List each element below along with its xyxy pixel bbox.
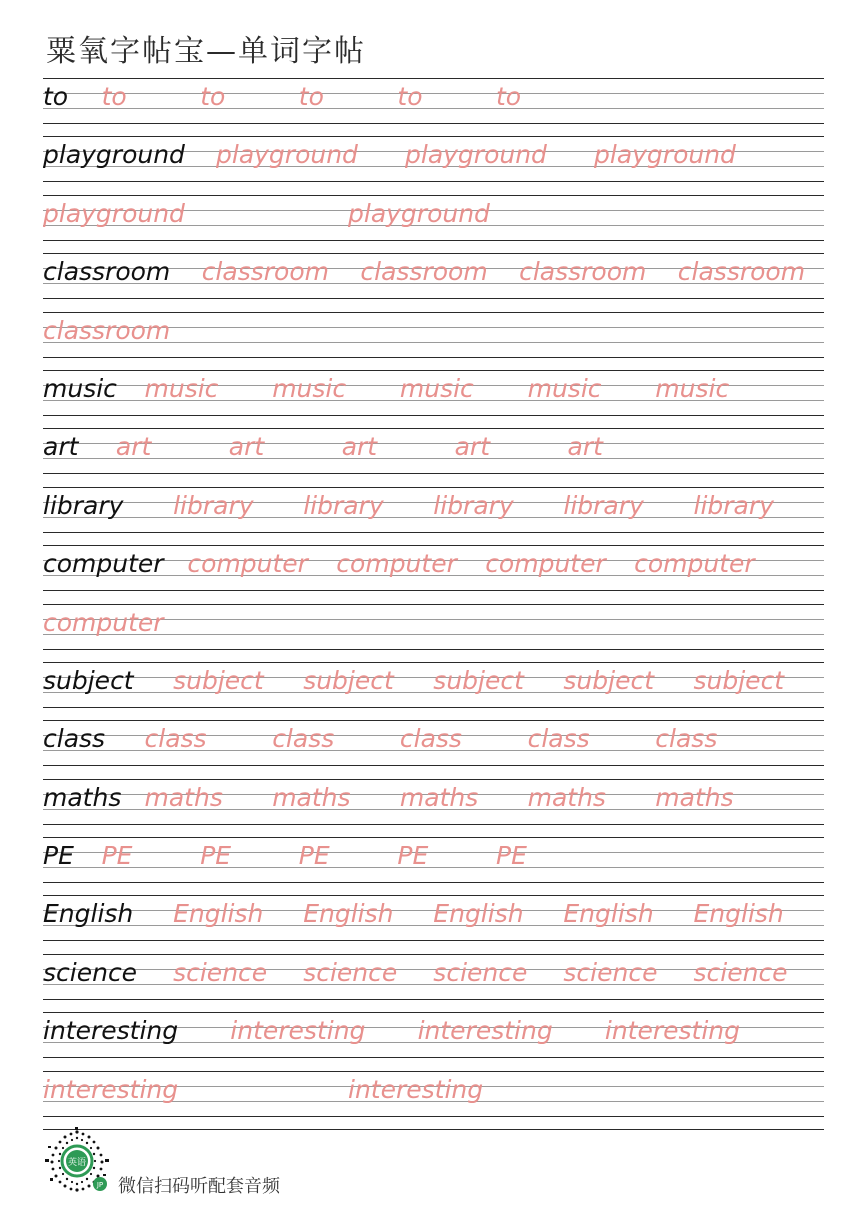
row-words: [43, 82, 824, 112]
practice-row: [43, 779, 824, 837]
footer: [42, 1126, 442, 1196]
practice-row: [43, 604, 824, 662]
trace-word: class: [399, 724, 462, 754]
ruling-line: [43, 370, 824, 371]
ruling-line: [43, 590, 824, 591]
ruling-line: [43, 532, 824, 533]
ruling-line: [43, 765, 824, 766]
ruling-line: [43, 1071, 824, 1072]
trace-word: art: [115, 432, 152, 462]
row-words: [43, 899, 824, 929]
model-word: computer: [43, 549, 164, 579]
trace-word: English: [693, 899, 784, 929]
trace-word: art: [341, 432, 378, 462]
trace-word: subject: [693, 665, 785, 695]
ruling-line: [43, 136, 824, 137]
trace-word: science: [433, 957, 528, 987]
qr-corner-label: JP: [96, 1181, 104, 1189]
ruling-line: [43, 604, 824, 605]
model-word: classroom: [43, 257, 171, 287]
ruling-line: [43, 195, 824, 196]
trace-word: playground: [216, 140, 358, 170]
row-words: [43, 374, 824, 404]
trace-word: to: [101, 82, 127, 111]
ruling-line: [43, 882, 824, 883]
ruling-line: [43, 940, 824, 941]
trace-word: interesting: [417, 1016, 553, 1046]
trace-word: to: [200, 82, 226, 111]
row-words: [43, 666, 824, 696]
practice-row: [43, 253, 824, 311]
trace-word: maths: [527, 782, 606, 812]
practice-row: [43, 895, 824, 953]
ruling-line: [43, 78, 824, 79]
trace-word: library: [433, 490, 514, 520]
row-words: [43, 1075, 824, 1105]
trace-word: interesting: [230, 1016, 366, 1046]
trace-word: interesting: [348, 1074, 484, 1104]
row-words: [43, 841, 824, 871]
ruling-line: [43, 837, 824, 838]
trace-word: music: [144, 373, 219, 403]
model-word: interesting: [43, 1016, 179, 1046]
model-word: playground: [43, 140, 185, 170]
practice-row: [43, 837, 824, 895]
ruling-line: [43, 298, 824, 299]
trace-word: maths: [272, 782, 351, 812]
trace-word: class: [527, 724, 590, 754]
trace-word: interesting: [604, 1016, 741, 1046]
row-words: [43, 958, 824, 988]
ruling-line: [43, 649, 824, 650]
ruling-line: [43, 720, 824, 721]
practice-row: [43, 136, 824, 194]
trace-word: art: [228, 432, 265, 462]
trace-word: subject: [433, 665, 524, 695]
trace-word: playground: [594, 140, 736, 170]
practice-row: [43, 78, 824, 136]
trace-word: PE: [101, 841, 133, 871]
trace-word: class: [144, 724, 207, 754]
trace-word: classroom: [519, 257, 647, 287]
trace-word: computer: [485, 549, 606, 579]
ruling-line: [43, 1012, 824, 1013]
trace-word: music: [399, 373, 474, 403]
trace-word: library: [563, 490, 644, 520]
model-word: library: [43, 490, 124, 520]
trace-word: maths: [655, 782, 734, 812]
model-word: music: [43, 373, 117, 403]
trace-word: classroom: [360, 257, 488, 287]
trace-word: computer: [187, 549, 308, 579]
ruling-line: [43, 240, 824, 241]
trace-word: computer: [336, 549, 457, 579]
trace-word: science: [173, 957, 268, 987]
practice-row: [43, 954, 824, 1012]
row-words: [43, 140, 824, 170]
audio-caption: 微信扫码听配套音频: [118, 1176, 280, 1197]
row-words: [43, 724, 824, 754]
model-word: maths: [43, 782, 122, 812]
ruling-line: [43, 253, 824, 254]
practice-row: [43, 1012, 824, 1070]
trace-word: subject: [303, 665, 394, 695]
trace-word: music: [655, 373, 730, 403]
ruling-line: [43, 487, 824, 488]
model-word: English: [43, 899, 134, 929]
ruling-line: [43, 123, 824, 124]
trace-word: computer: [43, 607, 164, 637]
trace-word: PE: [397, 841, 429, 871]
trace-word: maths: [144, 782, 223, 812]
ruling-line: [43, 312, 824, 313]
row-words: [43, 316, 824, 346]
trace-word: music: [272, 373, 347, 403]
ruling-line: [43, 357, 824, 358]
model-word: science: [43, 957, 138, 987]
trace-word: music: [527, 373, 602, 403]
trace-word: English: [563, 899, 654, 929]
trace-word: to: [397, 82, 423, 111]
practice-sheet: [43, 78, 824, 1130]
row-words: [43, 549, 824, 579]
practice-row: [43, 428, 824, 486]
ruling-line: [43, 999, 824, 1000]
model-word: subject: [43, 665, 134, 695]
row-words: [43, 1016, 824, 1046]
trace-word: art: [567, 432, 603, 462]
trace-word: class: [655, 724, 718, 754]
row-words: [43, 432, 824, 462]
practice-row: [43, 545, 824, 603]
qr-code-icon[interactable]: [42, 1126, 112, 1196]
trace-word: classroom: [43, 315, 171, 345]
trace-word: playground: [43, 198, 185, 228]
trace-word: subject: [563, 665, 655, 695]
trace-word: English: [173, 899, 264, 929]
trace-word: science: [303, 957, 398, 987]
ruling-line: [43, 473, 824, 474]
model-word: art: [43, 432, 79, 462]
practice-row: [43, 662, 824, 720]
trace-word: library: [693, 490, 774, 520]
trace-word: PE: [298, 841, 330, 871]
trace-word: classroom: [201, 257, 329, 287]
trace-word: maths: [399, 782, 479, 812]
ruling-line: [43, 1057, 824, 1058]
practice-row: [43, 312, 824, 370]
ruling-line: [43, 415, 824, 416]
practice-row: [43, 1071, 824, 1129]
trace-word: library: [173, 490, 254, 520]
trace-word: subject: [173, 665, 264, 695]
trace-word: playground: [348, 198, 490, 228]
row-words: [43, 608, 824, 638]
trace-word: English: [303, 899, 394, 929]
trace-word: PE: [496, 841, 527, 871]
practice-row: [43, 487, 824, 545]
ruling-line: [43, 954, 824, 955]
trace-word: to: [298, 82, 324, 111]
ruling-line: [43, 181, 824, 182]
trace-word: to: [496, 82, 522, 111]
ruling-line: [43, 545, 824, 546]
trace-word: playground: [405, 140, 547, 170]
ruling-line: [43, 895, 824, 896]
ruling-line: [43, 707, 824, 708]
row-words: [43, 199, 824, 229]
ruling-line: [43, 779, 824, 780]
ruling-line: [43, 662, 824, 663]
qr-badge-label: 英语: [67, 1158, 87, 1168]
row-words: [43, 491, 824, 521]
row-words: [43, 783, 824, 813]
trace-word: interesting: [43, 1074, 179, 1104]
ruling-line: [43, 1116, 824, 1117]
trace-word: science: [693, 957, 788, 987]
page-title: 粟氧字帖宝—单词字帖: [46, 34, 366, 69]
trace-word: PE: [200, 841, 232, 871]
practice-row: [43, 720, 824, 778]
practice-row: [43, 370, 824, 428]
trace-word: art: [454, 432, 490, 462]
trace-word: class: [272, 724, 335, 754]
ruling-line: [43, 824, 824, 825]
trace-word: classroom: [677, 257, 806, 287]
model-word: to: [43, 82, 69, 111]
trace-word: science: [563, 957, 658, 987]
trace-word: library: [303, 490, 384, 520]
trace-word: English: [433, 899, 524, 929]
row-words: [43, 257, 824, 287]
trace-word: computer: [634, 549, 755, 579]
model-word: PE: [43, 841, 74, 871]
practice-row: [43, 195, 824, 253]
model-word: class: [43, 724, 106, 754]
ruling-line: [43, 428, 824, 429]
